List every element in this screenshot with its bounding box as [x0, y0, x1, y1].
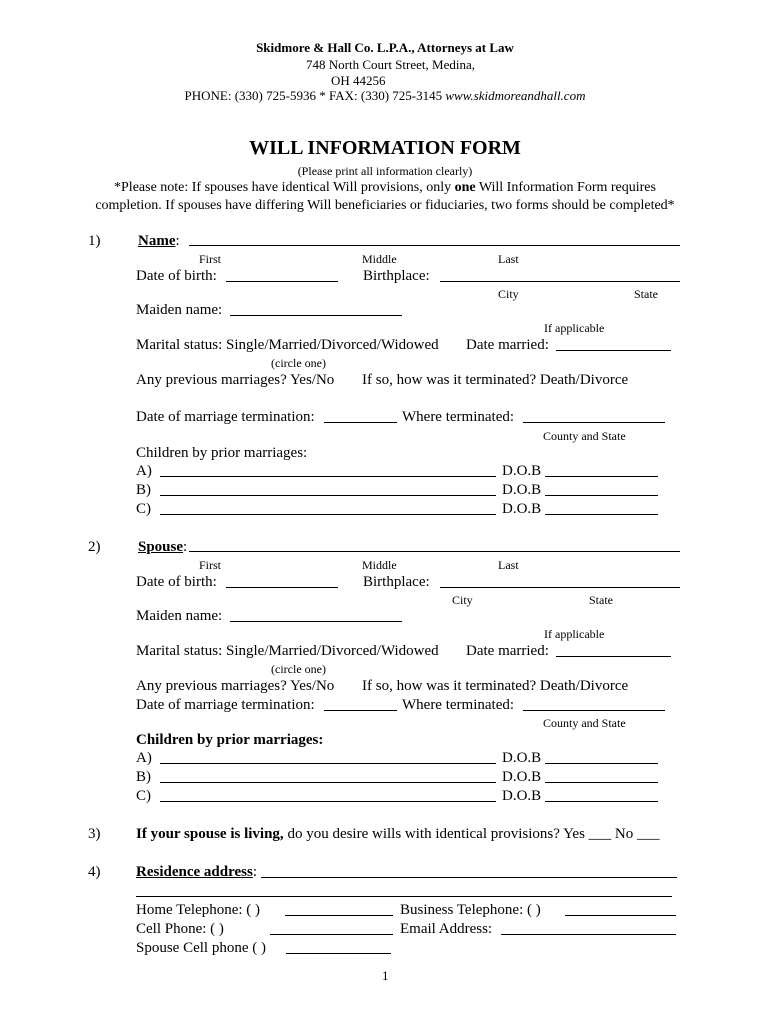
spouse-heading	[138, 539, 187, 556]
email-label: Email Address:	[400, 921, 493, 937]
section-4-number: 4)	[88, 864, 101, 880]
if-applicable-label: If applicable	[544, 321, 605, 335]
spouse-first-label: First	[199, 558, 222, 572]
spouse-dob-field[interactable]	[226, 587, 338, 588]
spouse-where-terminated-field[interactable]	[523, 710, 665, 711]
note-line-1	[0, 180, 770, 196]
state-label: State	[634, 287, 658, 301]
residence-field-1[interactable]	[261, 877, 677, 878]
spouse-date-married-label: Date married:	[466, 643, 549, 659]
email-field[interactable]	[501, 934, 676, 935]
business-phone-field[interactable]	[565, 915, 676, 916]
colon: :	[183, 539, 188, 555]
previous-marriages-label: Any previous marriages? Yes/No	[136, 372, 335, 388]
child-a-dob-label: D.O.B	[502, 463, 542, 479]
note-text-cont: Will Information Form requires	[475, 180, 656, 195]
website-link[interactable]: www.skidmoreandhall.com	[445, 88, 586, 103]
page-number: 1	[382, 968, 389, 983]
business-phone-label: Business Telephone: ( )	[400, 902, 541, 918]
maiden-name-label: Maiden name:	[136, 302, 223, 318]
birthplace-label: Birthplace:	[363, 268, 430, 284]
child-a-label: A)	[136, 463, 152, 479]
spouse-birthplace-field[interactable]	[440, 587, 680, 588]
birthplace-field[interactable]	[440, 281, 680, 282]
spouse-living-bold: If your spouse is living,	[136, 826, 284, 842]
name-heading	[138, 233, 180, 250]
form-title: WILL INFORMATION FORM	[249, 137, 521, 159]
child-c-field[interactable]	[160, 514, 496, 515]
form-subtitle: (Please print all information clearly)	[297, 164, 473, 178]
where-terminated-field[interactable]	[523, 422, 665, 423]
child-b-field[interactable]	[160, 495, 496, 496]
child-a-field[interactable]	[160, 476, 496, 477]
section-1-number: 1)	[88, 233, 101, 249]
children-prior-label: Children by prior marriages:	[136, 445, 308, 461]
spouse-child-b-dob-field[interactable]	[545, 782, 658, 783]
first-label: First	[199, 252, 222, 266]
middle-label: Middle	[362, 252, 397, 266]
child-c-dob-field[interactable]	[545, 514, 658, 515]
spouse-dob-label: Date of birth:	[136, 574, 217, 590]
date-married-label: Date married:	[466, 337, 549, 353]
last-label: Last	[498, 252, 519, 266]
date-married-field[interactable]	[556, 350, 671, 351]
termination-date-field[interactable]	[324, 422, 397, 423]
spouse-child-b-field[interactable]	[160, 782, 496, 783]
spouse-child-a-label: A)	[136, 750, 152, 766]
marital-status-label: Marital status: Single/Married/Divorced/Widowed	[136, 337, 439, 353]
identical-wills-text: do you desire wills with identical provisions? Yes ___ No ___	[283, 826, 660, 842]
dob-field[interactable]	[226, 281, 338, 282]
residence-heading	[136, 864, 257, 881]
spouse-last-label: Last	[498, 558, 519, 572]
spouse-child-a-dob-label: D.O.B	[502, 750, 542, 766]
child-b-label: B)	[136, 482, 151, 498]
spouse-county-state-label: County and State	[543, 716, 626, 730]
spouse-date-married-field[interactable]	[556, 656, 671, 657]
maiden-name-field[interactable]	[230, 315, 402, 316]
city-label: City	[498, 287, 519, 301]
spouse-child-a-dob-field[interactable]	[545, 763, 658, 764]
termination-date-label: Date of marriage termination:	[136, 409, 315, 425]
spouse-middle-label: Middle	[362, 558, 397, 572]
firm-street: 748 North Court Street, Medina,	[306, 57, 475, 72]
section-2-number: 2)	[88, 539, 101, 555]
colon: :	[252, 864, 257, 880]
home-phone-label: Home Telephone: ( )	[136, 902, 261, 918]
spouse-city-label: City	[452, 593, 473, 607]
children-prior-text: Children by prior marriages:	[136, 732, 324, 748]
spouse-child-c-field[interactable]	[160, 801, 496, 802]
spouse-children-prior-label	[136, 732, 323, 749]
spouse-state-label: State	[589, 593, 613, 607]
spouse-marital-status-label: Marital status: Single/Married/Divorced/Widowed	[136, 643, 439, 659]
note-text: *Please note: If spouses have identical Will provisions, only	[114, 180, 455, 195]
spouse-child-c-label: C)	[136, 788, 151, 804]
spouse-if-applicable-label: If applicable	[544, 627, 605, 641]
county-state-label: County and State	[543, 429, 626, 443]
where-terminated-label: Where terminated:	[402, 409, 515, 425]
child-b-dob-field[interactable]	[545, 495, 658, 496]
spouse-birthplace-label: Birthplace:	[363, 574, 430, 590]
identical-wills-question	[136, 826, 660, 843]
section-3-number: 3)	[88, 826, 101, 842]
child-b-dob-label: D.O.B	[502, 482, 542, 498]
colon: :	[175, 233, 180, 249]
child-c-dob-label: D.O.B	[502, 501, 542, 517]
spouse-termination-date-label: Date of marriage termination:	[136, 697, 315, 713]
spouse-how-terminated-label: If so, how was it terminated? Death/Divorce	[362, 678, 629, 694]
spouse-label: Spouse	[138, 539, 184, 555]
spouse-child-c-dob-field[interactable]	[545, 801, 658, 802]
note-bold: one	[454, 180, 476, 195]
cell-phone-label: Cell Phone: ( )	[136, 921, 224, 937]
phone-fax: PHONE: (330) 725-5936 * FAX: (330) 725-3145	[184, 88, 443, 103]
spouse-previous-marriages-label: Any previous marriages? Yes/No	[136, 678, 335, 694]
home-phone-field[interactable]	[285, 915, 393, 916]
name-field[interactable]	[189, 245, 680, 246]
spouse-name-field[interactable]	[189, 551, 680, 552]
spouse-cell-label: Spouse Cell phone ( )	[136, 940, 266, 956]
name-label: Name	[138, 233, 176, 249]
spouse-child-a-field[interactable]	[160, 763, 496, 764]
cell-phone-field[interactable]	[270, 934, 393, 935]
firm-contact	[0, 88, 770, 104]
spouse-child-b-dob-label: D.O.B	[502, 769, 542, 785]
spouse-termination-date-field[interactable]	[324, 710, 397, 711]
child-a-dob-field[interactable]	[545, 476, 658, 477]
circle-one-label: (circle one)	[271, 356, 326, 370]
spouse-child-c-dob-label: D.O.B	[502, 788, 542, 804]
firm-name: Skidmore & Hall Co. L.P.A., Attorneys at Law	[256, 40, 514, 55]
spouse-circle-one-label: (circle one)	[271, 662, 326, 676]
spouse-cell-field[interactable]	[286, 953, 391, 954]
spouse-child-b-label: B)	[136, 769, 151, 785]
residence-field-2[interactable]	[136, 896, 672, 897]
residence-label: Residence address	[136, 864, 253, 880]
how-terminated-label: If so, how was it terminated? Death/Divorce	[362, 372, 629, 388]
dob-label: Date of birth:	[136, 268, 217, 284]
firm-state-zip: OH 44256	[331, 73, 386, 88]
spouse-maiden-name-field[interactable]	[230, 621, 402, 622]
note-line-2: completion. If spouses have differing Will beneficiaries or fiduciaries, two forms should be completed*	[95, 198, 675, 213]
child-c-label: C)	[136, 501, 151, 517]
spouse-maiden-name-label: Maiden name:	[136, 608, 223, 624]
spouse-where-terminated-label: Where terminated:	[402, 697, 515, 713]
